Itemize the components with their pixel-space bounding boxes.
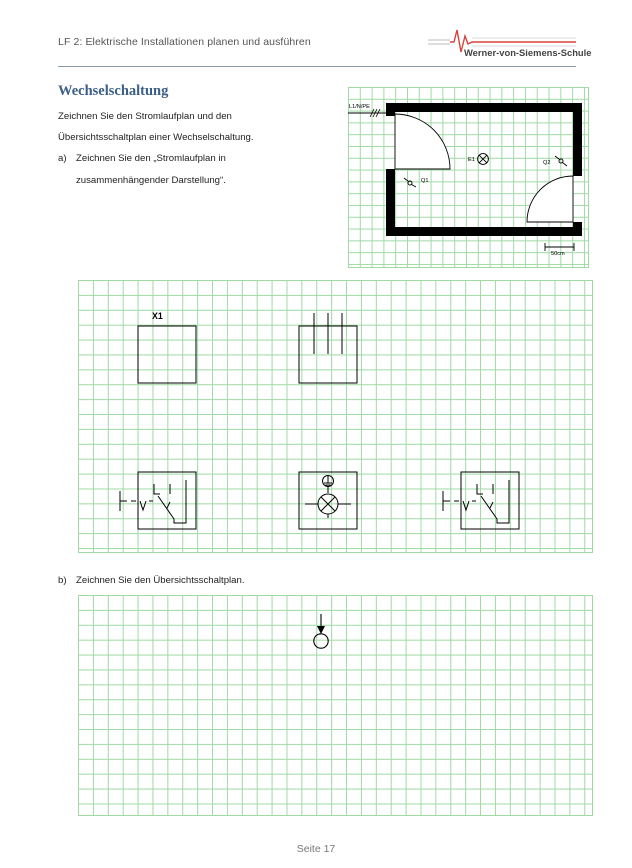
floorplan-drawing bbox=[348, 87, 588, 267]
overview-template bbox=[78, 595, 592, 815]
switch-q1-symbol bbox=[404, 178, 416, 187]
logo-school-name: Werner-von-Siemens-Schule bbox=[464, 47, 592, 58]
scale-label: 50cm bbox=[551, 251, 565, 257]
terminal-box-label: X1 bbox=[152, 311, 163, 321]
circuit-diagram-grid bbox=[78, 280, 593, 553]
switch-q1-label: Q1 bbox=[421, 178, 429, 184]
task-b-marker: b) bbox=[58, 575, 67, 586]
circuit-template bbox=[78, 280, 592, 552]
switch-q2-symbol bbox=[555, 156, 567, 166]
intro-line-1: Zeichnen Sie den Stromlaufplan und den bbox=[58, 111, 232, 122]
lamp-box-e1 bbox=[299, 472, 357, 529]
changeover-switch-q2 bbox=[443, 472, 519, 529]
junction-box bbox=[299, 313, 357, 383]
supply-arrow-symbol bbox=[314, 614, 328, 648]
switch-q2-label: Q2 bbox=[543, 160, 551, 166]
page-title: Wechselschaltung bbox=[58, 83, 169, 99]
task-a-marker: a) bbox=[58, 153, 67, 164]
task-b-text: Zeichnen Sie den Übersichtsschaltplan. bbox=[76, 575, 245, 586]
task-a-line-1: Zeichnen Sie den „Stromlaufplan in bbox=[76, 153, 226, 164]
terminal-box-x1 bbox=[138, 326, 196, 383]
page-number: Seite 17 bbox=[296, 843, 336, 855]
scale-bar bbox=[545, 243, 574, 251]
school-logo bbox=[428, 26, 592, 60]
intro-line-2: Übersichtsschaltplan einer Wechselschaltung. bbox=[58, 132, 254, 143]
changeover-switch-q1 bbox=[120, 472, 196, 529]
door-swing-left bbox=[395, 114, 450, 169]
floorplan-grid bbox=[348, 87, 589, 268]
supply-label: L1/N/PE bbox=[349, 104, 370, 110]
task-a-line-2: zusammenhängender Darstellung“. bbox=[76, 175, 226, 186]
overview-diagram-grid bbox=[78, 595, 593, 816]
lamp-label: E1 bbox=[468, 157, 475, 163]
header-course-title: LF 2: Elektrische Installationen planen und ausführen bbox=[58, 36, 311, 48]
door-swing-right bbox=[527, 176, 573, 222]
lamp-symbol bbox=[478, 154, 489, 165]
logo-graphic bbox=[428, 26, 592, 60]
header-divider bbox=[58, 66, 576, 67]
